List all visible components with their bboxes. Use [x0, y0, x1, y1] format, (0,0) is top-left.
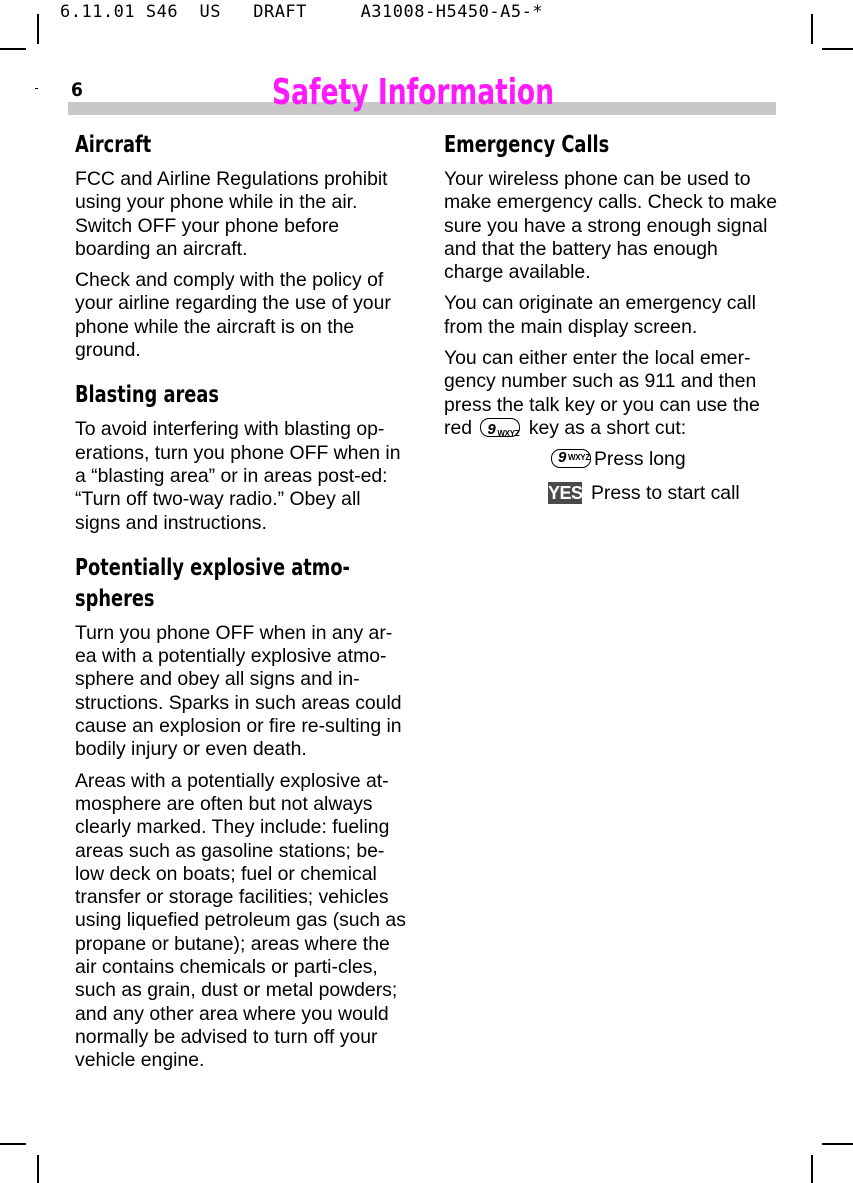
crop-mark [822, 48, 853, 50]
explosive-paragraph-2: Areas with a potentially explosive at-mosphere are often but not always clearly marked. They include: fueling areas such as gasoline stations; be-low deck on boats; fuel or chemical transfer or storage facilities; vehicles using liquefied petroleum gas (such as propane or butane); areas where the air contains chemicals or parti-cles, such as grain, dust or metal powders; and any other area where you would normally be advised to turn off your vehicle engine. [75, 769, 406, 1072]
key-9-icon: 9 WXYZ [551, 449, 591, 468]
explosive-heading: Potentially explosive atmo-spheres [75, 554, 350, 612]
instruction-step-1 [444, 448, 779, 482]
key-9-icon: 9 WXYZ [480, 418, 520, 437]
crop-mark [811, 1155, 813, 1183]
paragraph-3-start: You can either enter the local emer-gency number such as 911 and then press the talk key or you can use the red [444, 347, 760, 439]
instruction-step-2 [444, 482, 779, 516]
explosive-paragraph-1: Turn you phone OFF when in any ar-ea with a potentially explosive atmo-sphere and obey all signs and in-structions. Sparks in such areas could cause an explosion or fire re-sulting in bodily injury or even death. [75, 621, 402, 761]
crop-mark [822, 1143, 853, 1145]
crop-mark [37, 1155, 39, 1183]
emergency-paragraph-1: Your wireless phone can be used to make emergency calls. Check to make sure you have a strong enough signal and that the battery has enough charge available. [444, 168, 778, 284]
emergency-heading: Emergency Calls [444, 132, 610, 158]
page-title: Safety Information [272, 72, 555, 113]
draft-header: 6.11.01 S46 US DRAFT A31008-H5450-A5-* [60, 2, 544, 22]
crop-mark [0, 1143, 26, 1145]
step-1-text: Press long [594, 448, 686, 471]
crop-dot [35, 88, 38, 89]
emergency-paragraph-3 [444, 347, 779, 440]
aircraft-paragraph-2: Check and comply with the policy of your airline regarding the use of your phone while the aircraft is on the ground. [75, 269, 391, 362]
emergency-paragraph-2: You can originate an emergency call from the main display screen. [444, 292, 756, 338]
aircraft-heading: Aircraft [75, 132, 152, 158]
crop-mark [37, 14, 39, 44]
right-column [444, 130, 779, 516]
aircraft-paragraph-1: FCC and Airline Regulations prohibit using your phone while in the air. Switch OFF your phone before boarding an aircraft. [75, 168, 388, 260]
yes-key-icon: YES [548, 483, 583, 504]
left-column [75, 130, 410, 1081]
blasting-heading: Blasting areas [75, 382, 219, 409]
blasting-paragraph: To avoid interfering with blasting op-erations, turn you phone OFF when in a “blasting area” or in areas post-ed: “Turn off two-way radio.” Obey all signs and instructions. [75, 418, 401, 534]
crop-mark [811, 14, 813, 44]
step-2-text: Press to start call [591, 482, 740, 505]
page-number: 6 [71, 79, 83, 101]
paragraph-3-end: key as a short cut: [528, 416, 687, 439]
crop-mark [0, 48, 26, 50]
